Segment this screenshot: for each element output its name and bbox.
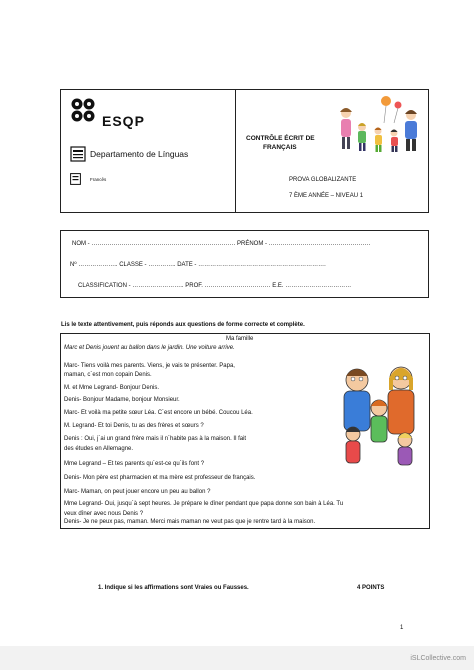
text-line: M. et Mme Legrand- Bonjour Denis. (64, 385, 160, 391)
department-icon (70, 146, 86, 162)
text-line: maman, c´est mon copain Denis. (64, 372, 152, 378)
exam-type: PROVA GLOBALIZANTE (289, 177, 357, 183)
footer-bar (0, 646, 474, 670)
info-name-line[interactable]: NOM - ……………………………………………………………… PRÉNOM - …………………………………………… (72, 241, 371, 247)
question-1-points: 4 POINTS (357, 585, 385, 591)
subject-name: Francês (90, 177, 107, 182)
text-line: Denis- Mon père est pharmacien et ma mère est professeur de français. (64, 475, 256, 481)
department-name: Departamento de Línguas (90, 149, 189, 159)
info-classification-line[interactable]: CLASSIFICATION - …………………….. PROF. …………………………… E.E. …………………………… (78, 283, 352, 289)
subject-icon (70, 173, 81, 185)
text-line: Marc- Maman, on peut jouer encore un peu au ballon ? (64, 489, 211, 495)
family-clipart-image (332, 93, 424, 157)
footer-watermark[interactable]: iSLCollective.com (410, 655, 466, 662)
text-line: des études en Allemagne. (64, 446, 134, 452)
school-logo-icon (70, 97, 96, 123)
exam-level: 7 ÈME ANNÉE – NIVEAU 1 (289, 193, 364, 199)
text-title: Ma famille (226, 336, 254, 342)
question-1: 1. Indique si les affirmations sont Vraies ou Fausses. (98, 585, 249, 591)
text-line: Mme Legrand- Oui, jusqu´à sept heures. Je prépare le dîner pendant que papa donne son bain à Léa. Tu (64, 501, 344, 507)
text-line: Marc- Tiens voilà mes parents. Viens, je vais te présenter. Papa, (64, 363, 235, 369)
text-line: Denis- Bonjour Madame, bonjour Monsieur. (64, 397, 180, 403)
page-number: 1 (400, 625, 404, 631)
reading-instruction: Lis le texte attentivement, puis réponds aux questions de forme correcte et complète. (61, 322, 305, 328)
control-title-line1: CONTRÔLE ÉCRIT DE (246, 135, 315, 142)
text-line: M. Legrand- Et toi Denis, tu as des frères et sœurs ? (64, 423, 204, 429)
control-title-line2: FRANÇAIS (263, 144, 297, 151)
header-divider (235, 90, 236, 212)
text-line: Denis : Oui, j´ai un grand frère mais il n´habite pas à la maison. Il fait (64, 436, 247, 442)
info-class-line[interactable]: Nº ……………….. CLASSE - ………….. DATE - ………………………………………………………. (70, 262, 326, 268)
school-logo-text: ESQP (102, 113, 145, 129)
text-line: veux dîner avec nous Denis ? (64, 511, 144, 517)
text-line: Marc- Et voilà ma petite sœur Léa. C´est encore un bébé. Coucou Léa. (64, 410, 253, 416)
text-line: Denis- Je ne peux pas, maman. Merci mais maman ne veut pas que je rentre tard à la maison. (64, 519, 316, 525)
text-line: Mme Legrand – Et tes parents qu´est-ce qu´ils font ? (64, 461, 205, 467)
text-intro: Marc et Denis jouent au ballon dans le jardin. Une voiture arrive. (64, 345, 235, 351)
cartoon-family-image (335, 364, 425, 468)
